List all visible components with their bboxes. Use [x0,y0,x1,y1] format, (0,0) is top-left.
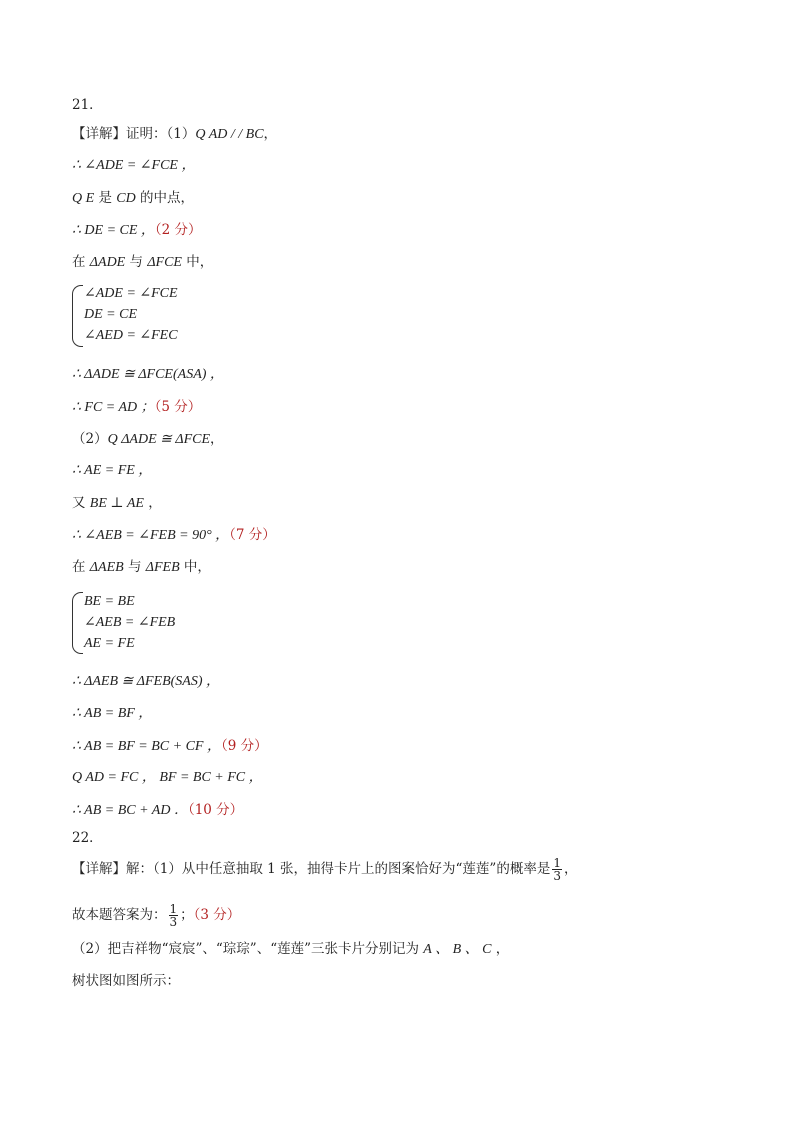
score-mark: （3 分） [193,907,241,923]
q21-math: Q ΔADE ≅ ΔFCE [107,432,211,447]
q21-math: ∴ AB = BC + AD ． [72,803,188,818]
detail-tag: 【详解】 [72,126,126,142]
q21-line-3 [72,189,194,208]
q21-punct: ， [210,431,224,447]
q22-line-1 [72,857,577,882]
question-number-21: 21． [72,97,103,113]
system-1-row: ∠AED = ∠FEC [84,328,178,343]
score-mark: （2 分） [154,222,202,238]
q21-math: ΔAEB [89,560,124,575]
q22-punct: ， [563,861,578,877]
q21-text: 在 [72,559,90,575]
score-mark: （10 分） [187,802,244,818]
detail-tag: 【详解】 [72,861,126,877]
q21-line-9: ∴ AE = FE ， [72,463,153,478]
system-1-row: ∠ADE = ∠FCE [84,286,178,301]
fraction-numerator: 1 [169,902,178,916]
q21-line-7 [72,398,201,417]
score-mark: （5 分） [154,399,202,415]
q21-line-12 [72,558,211,577]
q21-math: ΔFEB [145,560,180,575]
system-2-row: AE = FE [84,636,135,651]
equation-system-brace [72,592,83,654]
q21-text: 的中点， [135,190,195,206]
q21-text: （2） [72,431,108,447]
fraction-denominator: 3 [553,869,561,883]
score-mark: （7 分） [229,527,276,543]
q21-math: Q E [72,191,95,206]
q21-line-14: ∴ AB = BF ， [72,706,153,721]
q21-text: 与 [125,254,148,270]
q21-line-10 [72,494,162,513]
fraction-one-third [552,857,562,882]
q22-punct: ； [180,907,194,923]
q22-line-4: 树状图如图所示： [72,973,180,989]
system-1-row: DE = CE [84,307,137,322]
q21-line-13: ∴ ΔAEB ≅ ΔFEB(SAS) ， [72,674,221,689]
q21-line-6: ∴ ΔADE ≅ ΔFCE(ASA) ， [72,367,224,382]
score-mark: （9 分） [220,738,268,754]
q21-math: ∴ DE = CE ， [72,223,155,238]
q21-punct: ， [263,126,278,142]
system-2-row: BE = BE [84,594,135,609]
q21-math: ∴ ∠AEB = ∠FEB = 90° ， [72,528,230,543]
q22-line-2 [72,903,240,928]
q21-math: ∴ FC = AD ； [72,400,155,415]
q21-text: 是 [94,190,117,206]
q21-text: 证明：（1） [126,126,196,142]
q21-math: BE ⊥ AE [89,496,144,511]
q21-math: Q AD / / BC [195,127,264,142]
q21-text: 在 [72,254,90,270]
q22-math: A 、 B 、 C [423,942,492,957]
q22-line-3 [72,940,509,959]
q21-line-5 [72,253,213,272]
q21-line-8 [72,430,224,449]
q21-math: CD [116,191,136,206]
q22-text: 故本题答案为： [72,907,167,923]
q21-text: 中， [179,559,211,575]
q22-punct: ， [491,941,510,957]
q21-text: 与 [123,559,146,575]
fraction-denominator: 3 [169,915,178,929]
q21-text: 中， [182,254,214,270]
fraction-numerator: 1 [553,856,561,870]
q21-line-11 [72,526,276,545]
fraction-one-third [169,903,179,928]
q21-math: ΔFCE [147,255,182,270]
q21-math: ΔADE [89,255,126,270]
q22-text: （2）把吉祥物“宸宸”、“琮琮”、“莲莲”三张卡片分别记为 [72,941,424,957]
q21-text: 又 [72,495,90,511]
system-2-row: ∠AEB = ∠FEB [84,615,176,630]
q21-line-2: ∴ ∠ADE = ∠FCE ， [72,158,196,173]
q21-punct: ， [143,495,162,511]
question-number-22: 22． [72,830,103,846]
q21-line-17 [72,801,243,820]
q21-line-4 [72,221,202,240]
q21-line-1 [72,125,277,144]
q22-text: 解：（1）从中任意抽取 1 张，抽得卡片上的图案恰好为“莲莲”的概率是 [126,861,551,877]
q21-line-15 [72,737,268,756]
q21-line-16: Q AD = FC ， BF = BC + FC ， [72,770,263,785]
q21-math: ∴ AB = BF = BC + CF ， [72,739,221,754]
equation-system-brace [72,285,83,347]
